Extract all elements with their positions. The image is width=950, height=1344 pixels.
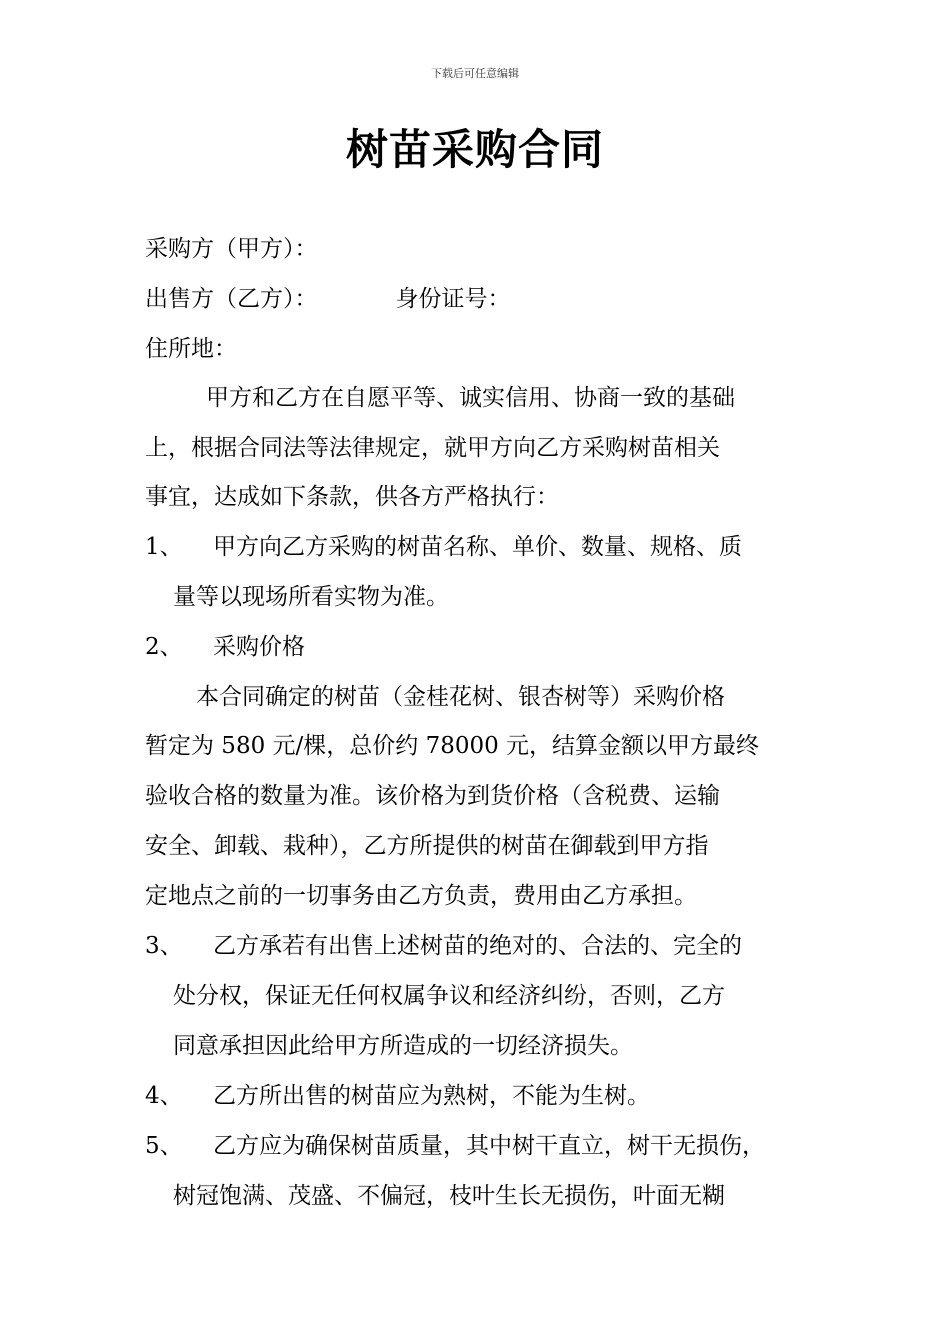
intro-line-2: 上，根据合同法等法律规定，就甲方向乙方采购树苗相关 bbox=[145, 435, 720, 461]
contract-title: 树苗采购合同 bbox=[345, 125, 604, 174]
clause-5-number: 5、 bbox=[145, 1133, 183, 1159]
clause-2-heading: 采购价格 bbox=[213, 634, 305, 660]
address-line: 住所地： bbox=[145, 336, 237, 362]
clause-2-line-2: 暂定为 580 元/棵，总价约 78000 元，结算金额以甲方最终 bbox=[145, 733, 760, 759]
buyer-line: 采购方（甲方）： bbox=[145, 236, 318, 262]
clause-3-line-2: 处分权，保证无任何权属争议和经济纠纷，否则，乙方 bbox=[173, 983, 725, 1009]
clause-3-line-1: 乙方承若有出售上述树苗的绝对的、合法的、完全的 bbox=[213, 933, 742, 959]
header-note: 下载后可任意编辑 bbox=[431, 67, 519, 80]
clause-2-line-3: 验收合格的数量为准。该价格为到货价格（含税费、运输 bbox=[145, 783, 720, 809]
clause-1-line-2: 量等以现场所看实物为准。 bbox=[173, 584, 449, 610]
clause-2-line-4: 安全、卸载、栽种），乙方所提供的树苗在御载到甲方指 bbox=[145, 833, 709, 859]
clause-4-line-1: 乙方所出售的树苗应为熟树，不能为生树。 bbox=[213, 1083, 650, 1109]
intro-line-1: 甲方和乙方在自愿平等、诚实信用、协商一致的基础 bbox=[206, 385, 735, 411]
clause-3-number: 3、 bbox=[145, 933, 183, 959]
clause-3-line-3: 同意承担因此给甲方所造成的一切经济损失。 bbox=[173, 1033, 633, 1059]
clause-5-line-2: 树冠饱满、茂盛、不偏冠，枝叶生长无损伤，叶面无糊 bbox=[173, 1183, 725, 1209]
intro-line-3: 事宜，达成如下条款，供各方严格执行： bbox=[145, 484, 559, 510]
clause-2-line-5: 定地点之前的一切事务由乙方负责，费用由乙方承担。 bbox=[145, 883, 697, 909]
clause-4-number: 4、 bbox=[145, 1083, 183, 1109]
seller-line bbox=[145, 282, 511, 316]
clause-1-number: 1、 bbox=[145, 534, 183, 560]
clause-1-line-1: 甲方向乙方采购的树苗名称、单价、数量、规格、质 bbox=[213, 534, 742, 560]
id-number-label: 身份证号： bbox=[395, 286, 511, 312]
clause-2-number: 2、 bbox=[145, 634, 183, 660]
clause-5-line-1: 乙方应为确保树苗质量，其中树干直立，树干无损伤， bbox=[213, 1133, 765, 1159]
seller-label: 出售方（乙方）： bbox=[145, 286, 318, 312]
clause-2-line-1: 本合同确定的树苗（金桂花树、银杏树等）采购价格 bbox=[196, 684, 725, 710]
